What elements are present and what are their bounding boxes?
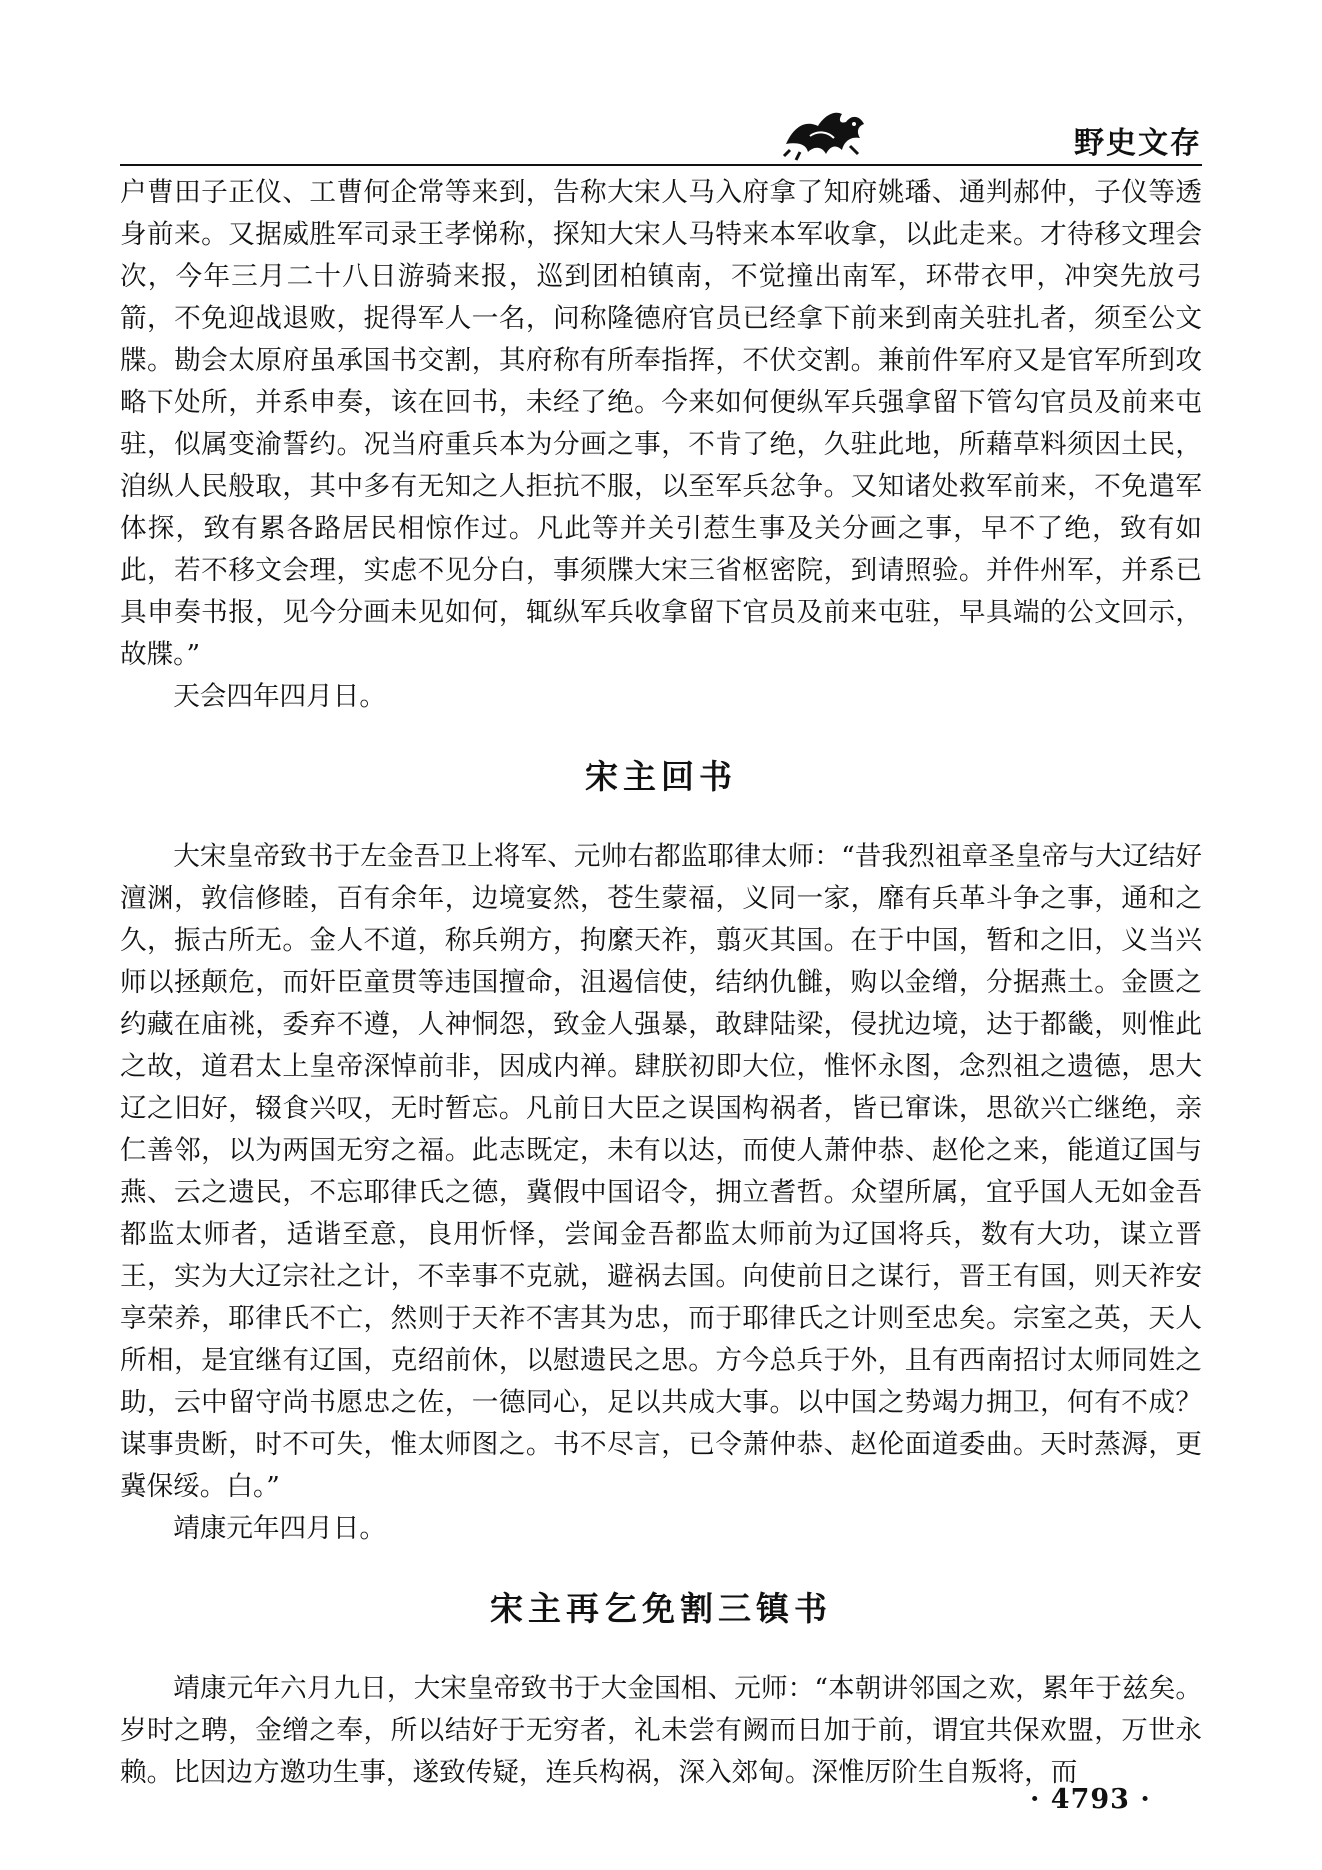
continuation-paragraph: 户曹田子正仪、工曹何企常等来到，告称大宋人马入府拿了知府姚璠、通判郝仲，子仪等透身前来。又据威胜军司录王孝悌称，探知大宋人马特来本军收拿，以此走来。才待移文理会次，今年三月二十八日游骑来报，巡到团柏镇南，不觉撞出南军，环带衣甲，冲突先放弓箭，不免迎战退败，捉得军人一名，问称隆德府官员已经拿下前来到南关驻扎者，须至公文牒。勘会太原府虽承国书交割，其府称有所奉指挥，不伏交割。兼前件军府又是官军所到攻略下处所，并系申奏，该在回书，未经了绝。今来如何便纵军兵强拿留下管勾官员及前来屯驻，似属变渝誓约。况当府重兵本为分画之事，不肯了绝，久驻此地，所藉草料须因土民，洎纵人民般取，其中多有无知之人拒抗不服，以至军兵忿争。又知诸处救军前来，不免遣军体探，致有累各路居民相惊作过。凡此等并关引惹生事及关分画之事，早不了绝，致有如此，若不移文会理，实虑不见分白，事须牒大宋三省枢密院，到请照验。并件州军，并系已具申奏书报，见今分画未见如何，辄纵军兵收拿留下官员及前来屯驻，早具端的公文回示，故牒。” — [120, 177, 1202, 670]
header-rule — [120, 164, 1202, 166]
dragon-emblem-icon — [780, 96, 870, 162]
continuation-date: 天会四年四月日。 — [173, 681, 386, 712]
series-title: 野史文存 — [1074, 126, 1202, 161]
page-header — [0, 0, 1322, 170]
page-body — [120, 172, 1202, 1794]
song-reply-date: 靖康元年四月日。 — [173, 1513, 386, 1544]
section-title-song-reply: 宋主回书 — [585, 757, 737, 796]
section-title-three-towns: 宋主再乞免割三镇书 — [490, 1589, 832, 1628]
three-towns-paragraph: 靖康元年六月九日，大宋皇帝致书于大金国相、元师：“本朝讲邻国之欢，累年于兹矣。岁时之聘，金缯之奉，所以结好于无穷者，礼未尝有阙而日加于前，谓宜共保欢盟，万世永赖。比因边方邀功生事，遂致传疑，连兵构祸，深入郊甸。深惟厉阶生自叛将，而 — [120, 1673, 1202, 1788]
page-number: · 4793 · — [1030, 1784, 1151, 1815]
song-reply-paragraph: 大宋皇帝致书于左金吾卫上将军、元帅右都监耶律太师：“昔我烈祖章圣皇帝与大辽结好澶渊，敦信修睦，百有余年，边境宴然，苍生蒙福，义同一家，靡有兵革斗争之事，通和之久，振古所无。金人不道，称兵朔方，拘縻天祚，翦灭其国。在于中国，暂和之旧，义当兴师以拯颠危，而奸臣童贯等违国擅命，沮遏信使，结纳仇雠，购以金缯，分据燕土。金匮之约藏在庙祧，委弃不遵，人神恫怨，致金人强暴，敢肆陆梁，侵扰边境，达于都畿，则惟此之故，道君太上皇帝深悼前非，因成内禅。肆朕初即大位，惟怀永图，念烈祖之遗德，思大辽之旧好，辍食兴叹，无时暂忘。凡前日大臣之误国构祸者，皆已窜诛，思欲兴亡继绝，亲仁善邻，以为两国无穷之福。此志既定，未有以达，而使人萧仲恭、赵伦之来，能道辽国与燕、云之遗民，不忘耶律氏之德，冀假中国诏令，拥立耆哲。众望所属，宜乎国人无如金吾都监太师者，适谐至意，良用忻怿，尝闻金吾都监太师前为辽国将兵，数有大功，谋立晋王，实为大辽宗社之计，不幸事不克就，避祸去国。向使前日之谋行，晋王有国，则天祚安享荣养，耶律氏不亡，然则于天祚不害其为忠，而于耶律氏之计则至忠矣。宗室之英，天人所相，是宜继有辽国，克绍前休，以慰遗民之思。方今总兵于外，且有西南招讨太师同姓之助，云中留守尚书愿忠之佐，一德同心，足以共成大事。以中国之势竭力拥卫，何有不成？谋事贵断，时不可失，惟太师图之。书不尽言，已令萧仲恭、赵伦面道委曲。天时蒸溽，更冀保绥。白。” — [120, 841, 1202, 1502]
